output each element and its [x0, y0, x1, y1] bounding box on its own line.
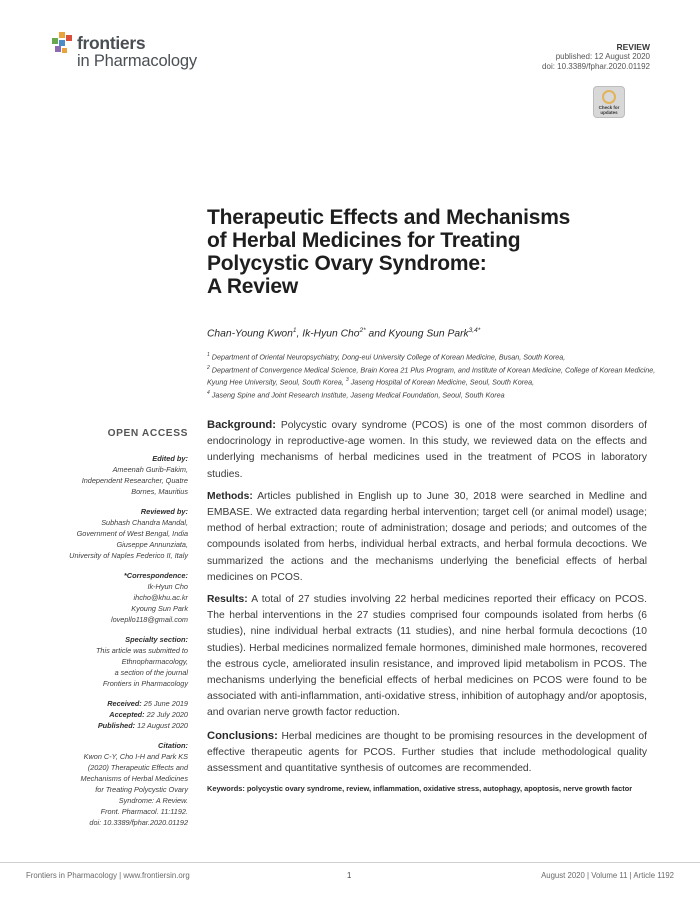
correspondence-section [40, 570, 188, 625]
open-access-label: OPEN ACCESS [107, 428, 188, 439]
citation-line: Kwon C-Y, Cho I-H and Park KS [83, 752, 188, 761]
affil-sup: 3 [345, 377, 349, 384]
published-date: published: 12 August 2020 [555, 52, 650, 61]
affil-text: Department of Convergence Medical Science, Brain Korea 21 Plus Program, and Institute of Korean Medicine, College of Korean Medicine, Kyung Hee University, Seoul, South Korea, [207, 365, 656, 387]
affil-sup: 4 [207, 390, 210, 397]
reviewed-by-heading: Reviewed by: [140, 507, 188, 516]
affil-text: Jaseng Spine and Joint Research Institute, Jaseng Medical Foundation, Seoul, South Korea [211, 390, 505, 400]
received-date [40, 698, 188, 709]
specialty-heading: Specialty section: [125, 635, 188, 644]
methods-text: Articles published in English up to June 30, 2018 were searched in Medline and EMBASE. We extracted data regarding herbal intervention; target cell (or animal model) usage; method of herbal extraction; route of administration; dosage and periods; and outcomes of the compounds isolated from herbs, individual herbal extracts, and herbal formula decoctions. We summarized the actions and the mechanisms underlying the beneficial effects of herbal medicines on PCOS. [207, 490, 648, 583]
specialty-section [40, 634, 188, 689]
results-label: Results: [207, 594, 248, 606]
author-affil-sup: 3,4* [468, 327, 481, 334]
citation-line: Front. Pharmacol. 11:1192. [100, 807, 188, 816]
author-name[interactable]: Kyoung Sun Park [388, 328, 469, 340]
specialty-line: This article was submitted to [95, 646, 188, 655]
check-updates-label: Check for updates [598, 105, 620, 115]
logo-word: frontiers [77, 33, 146, 53]
logo-journal-name: in Pharmacology [77, 52, 197, 70]
edited-by-heading: Edited by: [152, 454, 188, 463]
affiliation-2-3-4 [207, 363, 657, 388]
correspondence-heading: *Correspondence: [123, 571, 188, 580]
abstract-background [207, 417, 647, 483]
citation-heading: Citation: [158, 741, 188, 750]
check-updates-icon [602, 90, 616, 104]
title-line: Polycystic Ovary Syndrome: [207, 252, 487, 275]
accepted-value: 22 July 2020 [146, 710, 188, 719]
reviewer-line: Government of West Bengal, India [76, 529, 188, 538]
title-line: A Review [207, 275, 298, 298]
citation-section [40, 740, 188, 828]
published-date-sidebar [40, 720, 188, 731]
conclusions-text: Herbal medicines are thought to be promising resources in the development of effective therapeutic agents for PCOS. Further studies that include methodological quality assessment and quantitative synthesis of outcomes are recommended. [207, 730, 647, 775]
published-label: Published: [97, 721, 136, 730]
title-line: of Herbal Medicines for Treating [207, 229, 521, 252]
affil-text: Jaseng Hospital of Korean Medicine, Seoul, South Korea, [350, 377, 535, 387]
page-number: 1 [347, 871, 352, 880]
affiliation-4 [207, 388, 657, 401]
affiliation-1 [207, 350, 657, 363]
keywords-text: polycystic ovary syndrome, review, inflammation, oxidative stress, autophagy, apoptosis, nerve growth factor [246, 784, 633, 794]
correspondent-name: Kyoung Sun Park [131, 604, 188, 613]
author-affil-sup: 2* [359, 327, 366, 334]
dates-section [40, 698, 188, 731]
author-name[interactable]: Ik-Hyun Cho [302, 328, 360, 340]
received-value: 25 June 2019 [143, 699, 188, 708]
specialty-line: a section of the journal [114, 668, 188, 677]
citation-line: (2020) Therapeutic Effects and [87, 763, 188, 772]
accepted-date [40, 709, 188, 720]
affil-sup: 1 [207, 352, 210, 358]
article-meta [542, 42, 650, 72]
abstract [207, 417, 647, 800]
article-type: REVIEW [616, 42, 650, 52]
citation-line: for Treating Polycystic Ovary [95, 785, 188, 794]
affil-text: Department of Oriental Neuropsychiatry, Dong-eui University College of Korean Medicine, Busan, South Korea, [211, 352, 566, 362]
author-separator: and [365, 328, 389, 340]
methods-label: Methods: [207, 490, 253, 502]
article-doi[interactable]: doi: 10.3389/fphar.2020.01192 [542, 62, 650, 71]
editor-line: Ameenah Gurib-Fakim, [112, 465, 188, 474]
citation-line: Mechanisms of Herbal Medicines [80, 774, 188, 783]
author-list [207, 327, 480, 339]
author-name[interactable]: Chan-Young Kwon [207, 328, 293, 340]
reviewer-line: University of Naples Federico II, Italy [69, 551, 188, 560]
frontiers-logo[interactable] [52, 30, 222, 74]
editor-line: Bornes, Mauritius [131, 487, 188, 496]
published-value: 12 August 2020 [137, 721, 188, 730]
footer-issue: August 2020 | Volume 11 | Article 1192 [541, 871, 674, 880]
keywords-label: Keywords: [207, 784, 245, 794]
keywords [207, 783, 647, 794]
article-sidebar [40, 428, 188, 837]
abstract-results [207, 592, 647, 722]
accepted-label: Accepted: [109, 710, 145, 719]
footer-journal[interactable]: Frontiers in Pharmacology | www.frontiersin.org [26, 871, 190, 880]
correspondent-name: Ik-Hyun Cho [147, 582, 188, 591]
abstract-methods [207, 489, 647, 586]
specialty-line: Frontiers in Pharmacology [102, 679, 188, 688]
background-text: Polycystic ovary syndrome (PCOS) is one of the most common disorders of endocrinology in reproductive-age women. In this study, we reviewed data on the effects and underlying mechanisms of herbal medicines used in the treatment of PCOS in laboratory studies. [207, 420, 647, 480]
check-for-updates-button[interactable] [593, 86, 625, 118]
received-label: Received: [107, 699, 142, 708]
article-title [207, 206, 657, 298]
reviewer-line: Giuseppe Annunziata, [116, 540, 188, 549]
abstract-conclusions [207, 728, 647, 778]
edited-by-section [40, 453, 188, 497]
editor-line: Independent Researcher, Quatre [81, 476, 188, 485]
author-affil-sup: 1 [292, 327, 297, 334]
citation-line: Syndrome: A Review. [118, 796, 188, 805]
specialty-line: Ethnopharmacology, [121, 657, 188, 666]
correspondent-email[interactable]: ihcho@khu.ac.kr [133, 593, 188, 602]
conclusions-label: Conclusions: [207, 729, 278, 742]
affiliations [207, 350, 657, 401]
reviewer-line: Subhash Chandra Mandal, [101, 518, 188, 527]
affil-sup: 2 [207, 364, 210, 371]
correspondent-email[interactable]: lovepllo118@gmail.com [110, 615, 188, 624]
reviewed-by-section [40, 506, 188, 561]
background-label: Background: [207, 419, 276, 431]
footer-divider [0, 862, 700, 863]
citation-doi[interactable]: doi: 10.3389/fphar.2020.01192 [89, 818, 188, 827]
results-text: A total of 27 studies involving 22 herbal medicines reported their efficacy on PCOS. The herbal interventions in the 27 studies comprised four compounds isolated from herbs (6 studies), nine individual herbal extracts (11 studies), and nine herbal formula decoctions (10 studies). Herbal medicines normalized female hormones, diminished male hormones, recovered the estrous cycle, ameliorated insulin resistance, and improved lipid metabolism in PCOS. The mechanisms underlying the beneficial effects of herbal medicines on PCOS were found to be associated with anti-inflammation, anti-oxidative stress, inhibition of autophagy and/or apoptosis, and ovarian nerve growth factor reduction. [207, 594, 647, 719]
author-separator: , [296, 328, 303, 340]
title-line: Therapeutic Effects and Mechanisms [207, 206, 571, 229]
frontiers-logo-icon [52, 32, 74, 56]
